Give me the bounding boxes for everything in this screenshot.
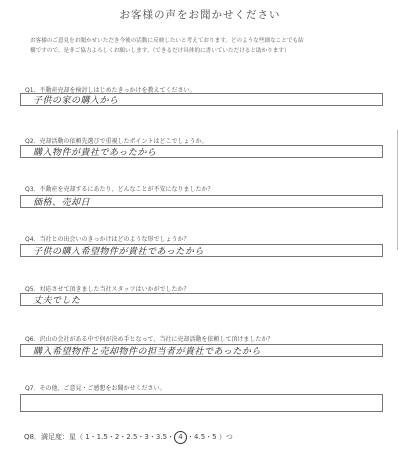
rating-option[interactable]: 2 (114, 433, 120, 441)
answer-box-4[interactable] (20, 244, 383, 257)
answer-6-text: 購入希望物件と売却物件の担当者が貴社であったから (33, 347, 261, 357)
rating-option-selected[interactable]: 4 (174, 431, 187, 444)
rating-option[interactable]: 3 (144, 433, 149, 441)
answer-box-5[interactable] (20, 293, 383, 306)
rating-label: Q8．満足度：星（ (24, 433, 83, 441)
rating-option[interactable]: 1 (85, 433, 90, 441)
form-title: お客様の声をお聞かせください (119, 9, 281, 21)
answer-box-6[interactable] (20, 344, 383, 357)
rating-option[interactable]: 1.5 (96, 433, 108, 441)
rating-separator: ・ (89, 433, 97, 441)
rating-separator: ・ (148, 433, 156, 441)
rating-separator: ・ (205, 433, 213, 441)
answer-box-7[interactable] (20, 394, 383, 412)
scan-edge-line (397, 130, 398, 250)
intro-text (30, 37, 385, 56)
question-6-label: Q6．沢山の会社がある中で何が決め手となって、当社に売却活動を依頼して頂けましたか？ (25, 336, 274, 343)
question-7-label: Q7．その他、ご意見・ご感想をお聞かせください。 (25, 385, 166, 392)
rating-suffix: ）つ (218, 433, 233, 441)
answer-box-3[interactable] (20, 195, 383, 208)
answer-1-text: 子供の家の購入から (33, 96, 119, 106)
answer-box-1[interactable] (20, 93, 383, 106)
answer-3-text: 価格、売却日 (33, 198, 91, 208)
intro-line: お客様のご意見をお聞かせいただき今後の活動に反映したいと考えております。どのような些細なことでも結 (30, 38, 304, 44)
rating-separator: ・ (119, 433, 127, 441)
question-2-label: Q2．売却活動の依頼先選びで重視したポイントはどこでしょうか。 (25, 138, 208, 145)
answer-2-text: 購入物件が貴社であったから (33, 148, 157, 158)
rating-separator: ・ (167, 433, 175, 441)
rating-option[interactable]: 4.5 (194, 433, 206, 441)
answer-4-text: 子供の購入希望物件が貴社であったから (33, 247, 204, 257)
answer-box-2[interactable] (20, 145, 383, 158)
question-3-label: Q3．不動産を売却するにあたり、どんなことが不安になりましたか？ (25, 186, 214, 193)
question-4-label: Q4．当社との出会いのきっかけはどのような形でしょうか？ (25, 236, 190, 243)
rating-separator: ・ (137, 433, 145, 441)
answer-5-text: 丈夫でした (33, 296, 81, 306)
rating-option[interactable]: 3.5 (155, 433, 168, 441)
intro-line: 構ですので、是非ご協力よろしくお願いします。（できるだけ具体的に書いていただけると助かります） (30, 47, 290, 54)
rating-option[interactable]: 5 (212, 433, 217, 441)
rating-option[interactable]: 2.5 (126, 433, 138, 441)
rating-separator: ・ (107, 433, 115, 441)
rating-separator: ・ (187, 433, 195, 441)
question-1-label: Q1．不動産売却を検討しはじめたきっかけを教えてください。 (25, 87, 196, 94)
rating-options (85, 431, 216, 444)
satisfaction-rating (24, 431, 233, 444)
question-5-label: Q5．対応させて頂きました当社スタッフはいかがでしたか？ (25, 286, 190, 293)
